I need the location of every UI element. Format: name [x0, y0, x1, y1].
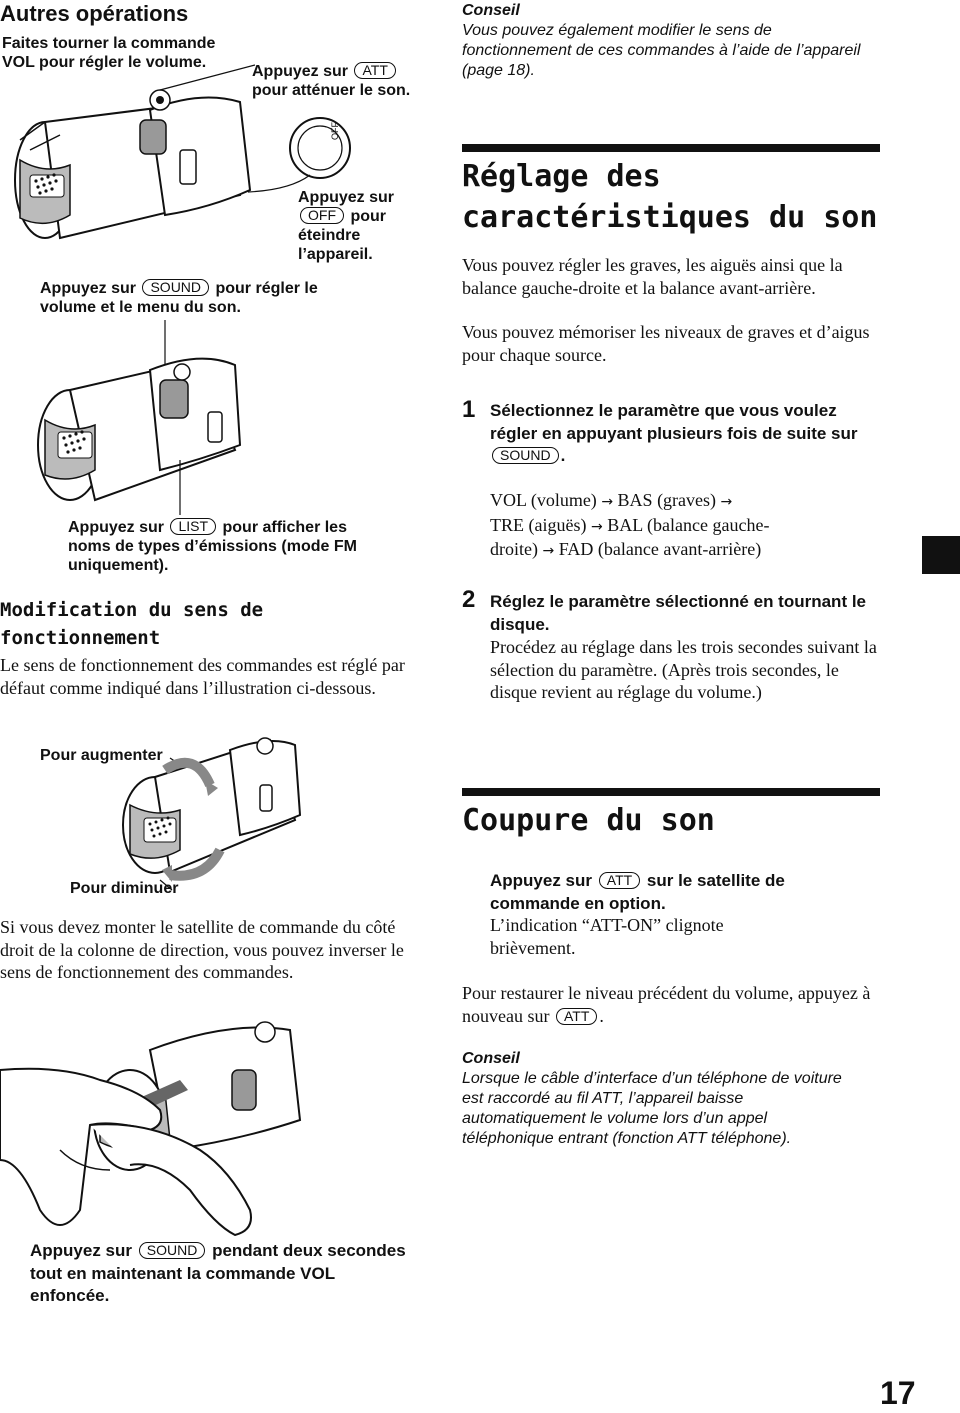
modification-body2: Si vous devez monter le satellite de commande du côté droit de la colonne de direction, vous pouvez inverser le sens de fonctionnement des commandes. — [0, 917, 404, 982]
att-key-coupure: ATT — [599, 872, 640, 889]
seq-vol: VOL (volume) — [490, 490, 597, 510]
sound-callout: Appuyez sur SOUND pour régler le volume et le menu du son. — [40, 279, 318, 316]
modification-title: Modification du sens de fonctionnement — [0, 599, 264, 649]
reglage-title: Réglage des caractéristiques du son — [462, 159, 878, 235]
list-key: LIST — [170, 518, 216, 535]
arrow-right-icon: → — [601, 494, 614, 510]
att-callout: Appuyez sur ATT pour atténuer le son. — [252, 62, 411, 99]
reglage-intro1: Vous pouvez régler les graves, les aiguës ainsi que la balance gauche-droite et la balance avant-arrière. — [462, 255, 843, 298]
vol-instruction: Faites tourner la commande VOL pour régler le volume. — [2, 35, 216, 71]
label-decrease: Pour diminuer — [70, 880, 179, 897]
coupure-restore: Pour restaurer le niveau précédent du volume, appuyez à nouveau sur ATT . — [462, 983, 871, 1026]
section-rule-reglage — [462, 144, 880, 152]
sound-key-bottom: SOUND — [139, 1242, 206, 1259]
arrow-right-icon: → — [720, 494, 733, 510]
seq-bal: BAL (balance gauche- — [607, 514, 770, 535]
conseil-top-text: Vous pouvez également modifier le sens de fonctionnement de ces commandes à l’aide de l’appareil (page 18). — [462, 22, 861, 79]
conseil-bottom-heading: Conseil — [462, 1050, 520, 1067]
sound-sequence — [490, 489, 870, 563]
coupure-title: Coupure du son — [462, 803, 715, 838]
arrow-right-icon: → — [590, 518, 603, 535]
sound-key: SOUND — [142, 279, 209, 296]
hand-pressing-illustration — [0, 1010, 420, 1240]
step2-title: Réglez le paramètre sélectionné en tournant le disque. — [490, 592, 867, 634]
off-key: OFF — [300, 207, 344, 224]
step1-text: Sélectionnez le paramètre que vous voulez régler en appuyant plusieurs fois de suite sur SOUND . — [490, 401, 858, 465]
att-key: ATT — [354, 62, 395, 79]
label-increase: Pour augmenter — [40, 747, 163, 764]
seq-tre: TRE (aiguës) — [490, 514, 587, 535]
seq-bas: BAS (graves) — [617, 490, 717, 510]
remote-satellite-illustration-middle — [0, 320, 260, 520]
coupure-step: Appuyez sur ATT sur le satellite de commande en option. — [490, 871, 785, 913]
seq-droite: droite) — [490, 539, 538, 559]
sound-key-step1: SOUND — [492, 447, 559, 464]
coupure-step-body: L’indication “ATT-ON” clignote brièvement. — [490, 915, 724, 958]
reglage-intro2: Vous pouvez mémoriser les niveaux de graves et d’aigus pour chaque source. — [462, 322, 870, 365]
remote-satellite-illustration-top — [0, 80, 420, 320]
step2-body: Procédez au réglage dans les trois secondes suivant la sélection du paramètre. (Après trois secondes, le disque revient au réglage du volume.) — [490, 637, 877, 702]
modification-body: Le sens de fonctionnement des commandes est réglé par défaut comme indiqué dans l’illustration ci-dessous. — [0, 655, 405, 698]
off-callout: Appuyez sur OFF pour éteindre l’appareil. — [298, 189, 395, 263]
bottom-instruction: Appuyez sur SOUND pendant deux secondes tout en maintenant la commande VOL enfoncée. — [30, 1241, 406, 1305]
section-edge-tab — [922, 536, 960, 574]
step2-number: 2 — [462, 586, 476, 613]
section-rule-coupure — [462, 788, 880, 796]
seq-fad: FAD (balance avant-arrière) — [558, 539, 762, 559]
rotation-direction-illustration — [110, 730, 310, 890]
arrow-right-icon: → — [542, 543, 555, 559]
autres-title: Autres opérations — [0, 1, 189, 26]
att-key-restore: ATT — [556, 1008, 597, 1025]
conseil-top-heading: Conseil — [462, 2, 520, 19]
off-device-label: OFF — [330, 122, 340, 140]
conseil-bottom-text: Lorsque le câble d’interface d’un téléphone de voiture est raccordé au fil ATT, l’appareil baisse automatiquement le volume lors d’un appel téléphonique entrant (fonction ATT téléphone). — [462, 1070, 842, 1147]
page-number: 17 — [880, 1375, 916, 1411]
list-callout: Appuyez sur LIST pour afficher les noms de types d’émissions (mode FM uniquement). — [68, 518, 357, 574]
step1-number: 1 — [462, 396, 476, 423]
